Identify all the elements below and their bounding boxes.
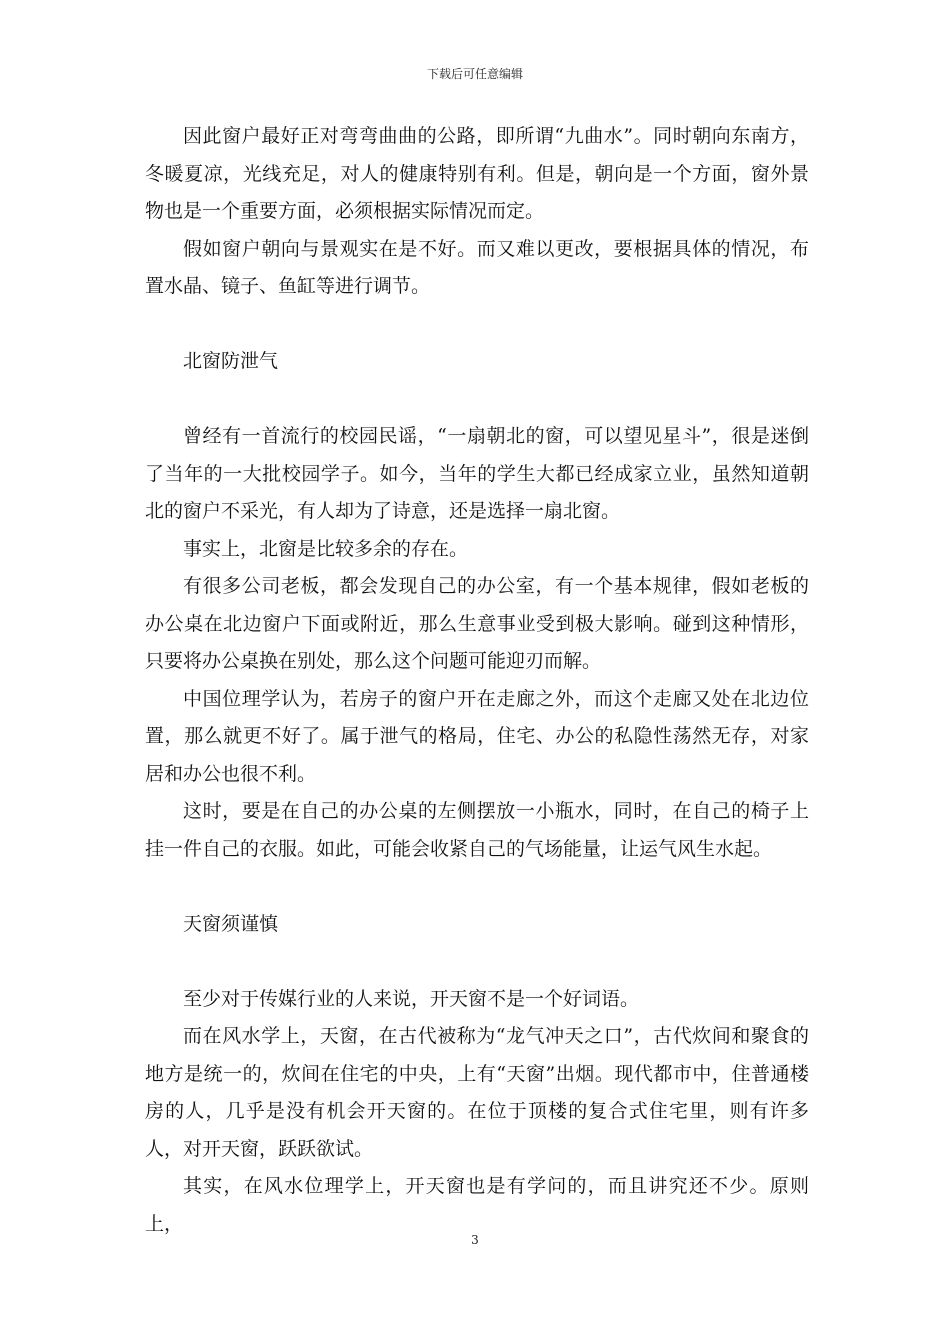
paragraph-4: 事实上，北窗是比较多余的存在。 [183,537,469,560]
section-heading-north-window: 北窗防泄气 [183,350,279,372]
paragraph-3: 曾经有一首流行的校园民谣，“一扇朝北的窗，可以望见星斗”，很是迷倒了当年的一大批校园学子。如今，当年的学生大都已经成家立业，虽然知道朝北的窗户不采光，有人却为了诗意，还是选择一扇北窗。 [145,425,809,522]
paragraph-2: 假如窗户朝向与景观实在是不好。而又难以更改，要根据具体的情况，布置水晶、镜子、鱼缸等进行调节。 [145,237,809,297]
section-heading-skylight: 天窗须谨慎 [183,912,279,935]
paragraph-6: 中国位理学认为，若房子的窗户开在走廊之外，而这个走廊又处在北边位置，那么就更不好了。属于泄气的格局，住宅、办公的私隐性荡然无存，对家居和办公也很不利。 [145,687,809,785]
document-body [145,118,809,1243]
paragraph-7: 这时，要是在自己的办公桌的左侧摆放一小瓶水，同时，在自己的椅子上挂一件自己的衣服。如此，可能会收紧自己的气场能量，让运气风生水起。 [145,800,809,860]
paragraph-9: 而在风水学上，天窗，在古代被称为“龙气冲天之口”，古代炊间和聚食的地方是统一的，炊间在住宅的中央，上有“天窗”出烟。现代都市中，住普通楼房的人，几乎是没有机会开天窗的。在位于顶楼的复合式住宅里，则有许多人，对开天窗，跃跃欲试。 [145,1025,809,1160]
page-number: 3 [471,1233,479,1247]
paragraph-5: 有很多公司老板，都会发现自己的办公室，有一个基本规律，假如老板的办公桌在北边窗户下面或附近，那么生意事业受到极大影响。碰到这种情形，只要将办公桌换在别处，那么这个问题可能迎刃而解。 [145,575,809,672]
paragraph-1: 因此窗户最好正对弯弯曲曲的公路，即所谓“九曲水”。同时朝向东南方，冬暖夏凉，光线充足，对人的健康特别有利。但是，朝向是一个方面，窗外景物也是一个重要方面，必须根据实际情况而定。 [145,125,809,222]
page-header: 下载后可任意编辑 [426,67,523,81]
paragraph-10: 其实，在风水位理学上，开天窗也是有学问的，而且讲究还不少。原则上， [145,1175,809,1235]
paragraph-8: 至少对于传媒行业的人来说，开天窗不是一个好词语。 [183,987,640,1010]
